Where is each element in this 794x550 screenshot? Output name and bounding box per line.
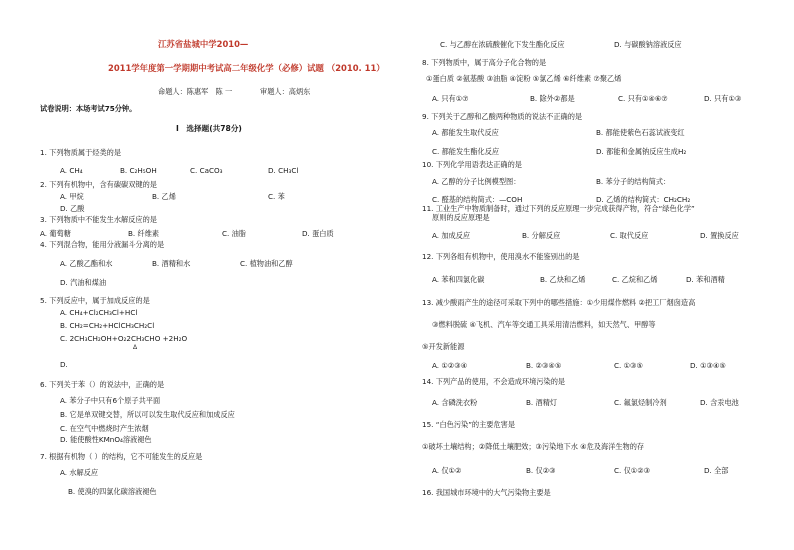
q6-option-a: A. 苯分子中只有6个原子共平面 (60, 396, 161, 405)
q6-option-c: C. 在空气中燃烧时产生浓烟 (60, 424, 149, 433)
title-line-2: 2011学年度第一学期期中考试高二年级化学（必修）试题 （2010. 11） (108, 63, 385, 73)
q11-stem-line2: 原则的反应原理是 (432, 213, 490, 222)
q8-option-d: D. 只有①③ (704, 94, 742, 103)
q4-stem: 4. 下列混合物，能用分液漏斗分离的是 (40, 240, 165, 249)
q10-option-b: B. 苯分子的结构简式： (596, 177, 671, 186)
q8-option-a: A. 只有①⑦ (432, 94, 469, 103)
q2-stem: 2. 下列有机物中，含有碳碳双键的是 (40, 180, 157, 189)
q11-option-c: C. 取代反应 (610, 231, 649, 240)
q1-option-c: C. CaCO₃ (190, 166, 223, 175)
q2-option-d: D. 乙酸 (60, 204, 85, 213)
q1-option-a: A. CH₄ (60, 166, 83, 175)
q2-option-b: B. 乙烯 (152, 192, 176, 201)
q15-option-b: B. 仅②③ (526, 466, 556, 475)
q7-option-a: A. 水解反应 (60, 468, 99, 477)
q13-option-c: C. ①③⑤ (614, 361, 643, 370)
q13-stem-line3: ⑤开发新能源 (422, 342, 465, 351)
q12-option-a: A. 苯和四氯化碳 (432, 275, 485, 284)
q8-option-c: C. 只有①④⑥⑦ (618, 94, 668, 103)
q14-option-d: D. 含汞电池 (700, 398, 739, 407)
q4-option-a: A. 乙酸乙酯和水 (60, 259, 113, 268)
q10-option-a: A. 乙醇的分子比例模型图： (432, 177, 521, 186)
q7-option-b: B. 使溴的四氯化碳溶液褪色 (68, 487, 157, 496)
q14-stem: 14. 下列产品的使用，不会造成环境污染的是 (422, 377, 566, 386)
test-note: 试卷说明：本场考试75分钟。 (40, 104, 137, 113)
q7-option-c: C. 与乙醇在浓硫酸催化下发生酯化反应 (440, 40, 565, 49)
q7-option-d: D. 与碳酸钠溶液反应 (614, 40, 682, 49)
q8-option-b: B. 除外②都是 (530, 94, 575, 103)
author: 命题人：陈惠军 陈 一 (158, 87, 233, 96)
q3-stem: 3. 下列物质中不能发生水解反应的是 (40, 215, 157, 224)
q15-option-c: C. 仅①②③ (614, 466, 651, 475)
q1-option-b: B. C₂H₅OH (120, 166, 157, 175)
q6-option-b: B. 它是单双键交替，所以可以发生取代反应和加成反应 (60, 410, 235, 419)
q6-stem: 6. 下列关于苯（）的说法中，正确的是 (40, 380, 165, 389)
q4-option-d: D. 汽油和煤油 (60, 278, 107, 287)
q11-option-b: B. 分解反应 (522, 231, 561, 240)
q13-stem-line2: ③燃料脱硫 ④飞机、汽车等交通工具采用清洁燃料，如天然气、甲醇等 (432, 320, 656, 329)
q12-option-b: B. 乙炔和乙烯 (540, 275, 586, 284)
q9-option-b: B. 都能使紫色石蕊试液变红 (596, 128, 685, 137)
q3-option-a: A. 葡萄糖 (40, 229, 71, 238)
q4-option-c: C. 植物油和乙醇 (240, 259, 293, 268)
q3-option-c: C. 油脂 (222, 229, 246, 238)
q15-option-d: D. 全部 (704, 466, 729, 475)
title-line-1: 江苏省盐城中学2010— (158, 39, 249, 49)
q9-option-a: A. 都能发生取代反应 (432, 128, 499, 137)
q9-option-d: D. 都能和金属钠反应生成H₂ (596, 147, 687, 156)
q1-stem: 1. 下列物质属于烃类的是 (40, 148, 122, 157)
q14-option-a: A. 含磷洗衣粉 (432, 398, 478, 407)
q7-stem: 7. 根据有机物（ ）的结构，它不可能发生的反应是 (40, 452, 203, 461)
q13-option-b: B. ②③④⑤ (526, 361, 562, 370)
q14-option-b: B. 酒精灯 (526, 398, 558, 407)
q16-stem: 16. 我国城市环境中的大气污染物主要是 (422, 488, 551, 497)
q2-option-a: A. 甲烷 (60, 192, 84, 201)
q8-items: ①蛋白质 ②氨基酸 ③油脂 ④淀粉 ⑤氯乙烯 ⑥纤维素 ⑦聚乙烯 (426, 74, 622, 83)
q10-option-c: C. 醛基的结构简式：—COH (432, 195, 523, 204)
q1-option-d: D. CH₃Cl (268, 166, 299, 175)
q5-stem: 5. 下列反应中，属于加成反应的是 (40, 296, 150, 305)
q10-stem: 10. 下列化学用语表达正确的是 (422, 160, 522, 169)
q12-stem: 12. 下列各组有机物中，使用溴水不能鉴别出的是 (422, 252, 580, 261)
q2-option-c: C. 苯 (268, 192, 285, 201)
q12-option-d: D. 苯和酒精 (686, 275, 725, 284)
q11-option-a: A. 加成反应 (432, 231, 471, 240)
reviewer: 审题人：高炳东 (260, 87, 311, 96)
q15-items: ①破坏土壤结构；②降低土壤肥效；③污染地下水 ④危及海洋生物的存 (422, 442, 645, 451)
q15-option-a: A. 仅①② (432, 466, 462, 475)
q11-stem-line1: 11. 工业生产中物质制备时，通过下列的反应原理一步完成获得产物，符合“绿色化学” (422, 204, 695, 213)
q4-option-b: B. 酒精和水 (152, 259, 191, 268)
q13-stem-line1: 13. 减少酸雨产生的途径可采取下列中的哪些措施：①少用煤作燃料 ②把工厂烟囱造高 (422, 298, 696, 307)
q11-option-d: D. 置换反应 (700, 231, 739, 240)
q5-option-d: D. (60, 360, 68, 369)
q14-option-c: C. 氟氯烃制冷剂 (614, 398, 667, 407)
q6-option-d: D. 能使酸性KMnO₄溶液褪色 (60, 435, 152, 444)
q12-option-c: C. 乙烷和乙烯 (612, 275, 658, 284)
q3-option-d: D. 蛋白质 (302, 229, 334, 238)
q15-stem: 15. “白色污染”的主要危害是 (422, 420, 516, 429)
q3-option-b: B. 纤维素 (128, 229, 160, 238)
q10-option-d: D. 乙烯的结构简式：CH₂CH₂ (596, 195, 691, 204)
q13-option-d: D. ①③④⑤ (690, 361, 726, 370)
q9-stem: 9. 下列关于乙醇和乙酸两种物质的说法不正确的是 (422, 112, 583, 121)
q8-stem: 8. 下列物质中，属于高分子化合物的是 (422, 58, 547, 67)
q5-option-c: C. 2CH₃CH₂OH+O₂2CH₃CHO +2H₂O (60, 334, 188, 343)
q9-option-c: C. 都能发生酯化反应 (432, 147, 500, 156)
q5-heat-symbol: Δ (133, 344, 138, 351)
q5-option-a: A. CH₄+Cl₂CH₃Cl+HCl (60, 308, 138, 317)
section-heading: Ⅰ 选择题(共78分) (176, 124, 242, 133)
q13-option-a: A. ①②③④ (432, 361, 468, 370)
q5-option-b: B. CH₂=CH₂+HClCH₃CH₂Cl (60, 321, 155, 330)
